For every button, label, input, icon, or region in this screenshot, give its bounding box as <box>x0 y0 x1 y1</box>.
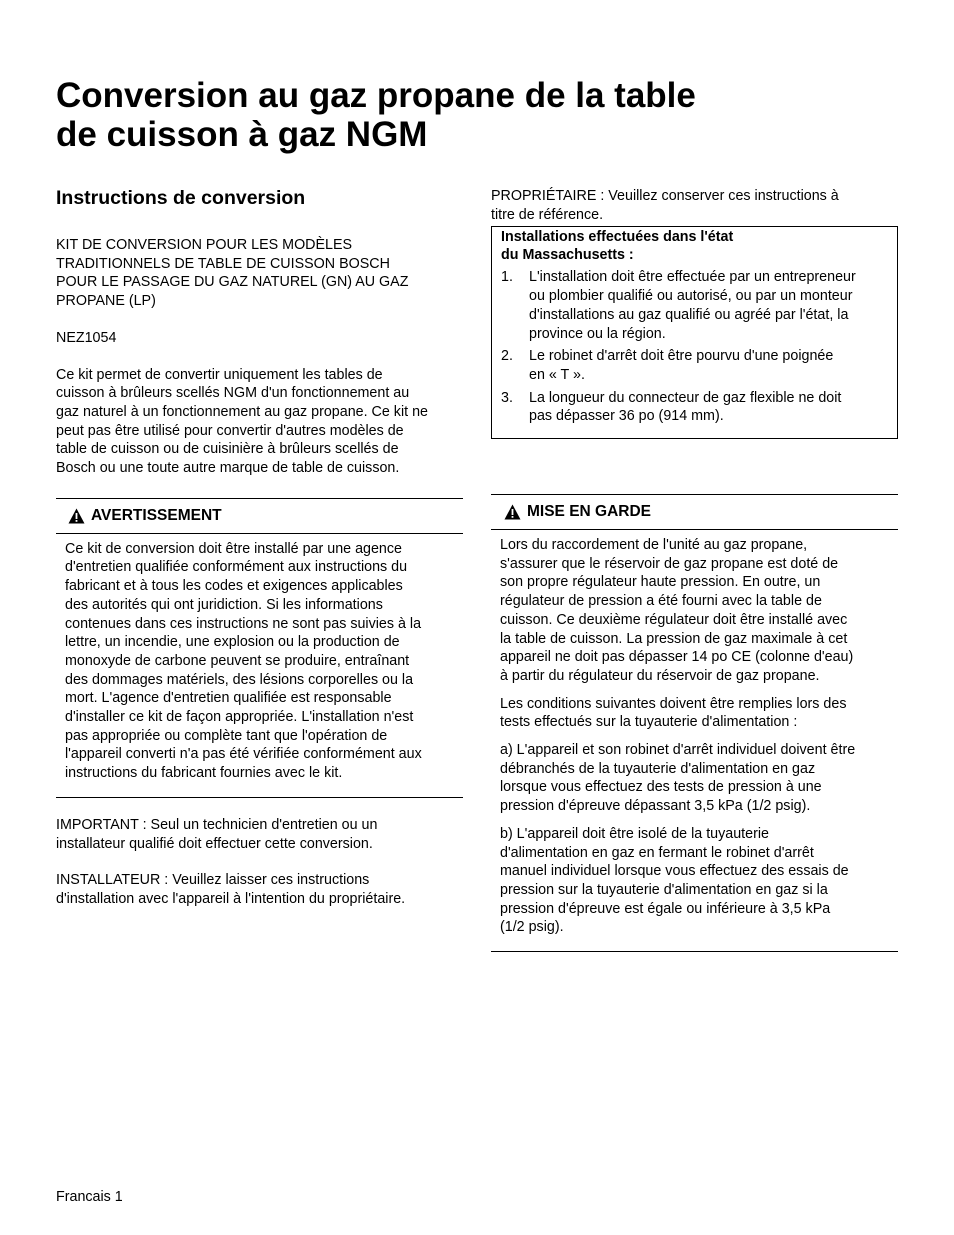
massachusetts-title-line: Installations effectuées dans l'état <box>501 229 734 246</box>
page-title-line-1: Conversion au gaz propane de la table <box>56 76 696 115</box>
list-item-line: en « T ». <box>529 366 585 383</box>
caution-line: cuisson. Ce deuxième régulateur doit être installé avec <box>500 611 848 628</box>
description-line: cuisson à brûleurs scellés NGM d'un fonctionnement au <box>56 385 410 402</box>
owner-note <box>491 187 898 224</box>
important-line: installateur qualifié doit effectuer cette conversion. <box>56 835 373 852</box>
caution-body <box>491 530 898 951</box>
caution-line: (1/2 psig). <box>500 919 564 936</box>
list-item-text <box>529 347 833 384</box>
warning-line: d'entretien qualifiée conformément aux instructions du <box>65 559 408 576</box>
kit-description <box>56 366 463 478</box>
caution-line: Lors du raccordement de l'unité au gaz propane, <box>500 537 808 554</box>
caution-paragraph <box>500 741 889 816</box>
warning-line: contenues dans ces instructions ne sont pas suivies à la <box>65 615 422 632</box>
caution-paragraph <box>500 825 889 937</box>
caution-line: à partir du régulateur du réservoir de gaz propane. <box>500 667 820 684</box>
warning-triangle-icon <box>504 504 521 520</box>
kit-title-line: KIT DE CONVERSION POUR LES MODÈLES <box>56 237 353 253</box>
caution-line: b) L'appareil doit être isolé de la tuyauterie <box>500 825 769 842</box>
description-line: table de cuisson ou de cuisinière à brûleurs scellés de <box>56 441 399 458</box>
owner-line: PROPRIÉTAIRE : Veuillez conserver ces instructions à <box>491 188 839 204</box>
list-item-line: Le robinet d'arrêt doit être pourvu d'une poignée <box>529 348 834 365</box>
warning-line: pas appropriée ou complète tant que l'opération de <box>65 727 388 744</box>
warning-line: mort. L'agence d'entretien qualifiée est responsable <box>65 690 392 707</box>
massachusetts-list <box>501 268 887 426</box>
important-note <box>56 816 463 853</box>
model-number: NEZ1054 <box>56 329 117 346</box>
warning-triangle-icon <box>68 508 85 524</box>
warning-line: Ce kit de conversion doit être installé par une agence <box>65 540 402 557</box>
caution-line: régulateur de pression a été fourni avec la table de <box>500 593 822 610</box>
list-item-line: pas dépasser 36 po (914 mm). <box>529 408 724 425</box>
list-item <box>501 347 887 384</box>
caution-line: tests effectués sur la tuyauterie d'alimentation : <box>500 714 798 731</box>
caution-line: la table de cuisson. La pression de gaz maximale à cet <box>500 630 848 647</box>
description-line: Ce kit permet de convertir uniquement les tables de <box>56 366 383 383</box>
list-item-line: province ou la région. <box>529 325 666 342</box>
caution-box <box>491 494 898 952</box>
warning-line: des autorités qui ont juridiction. Si les informations <box>65 596 383 613</box>
list-item <box>501 389 887 426</box>
description-line: gaz naturel à un fonctionnement au gaz propane. Ce kit ne <box>56 403 428 420</box>
list-item-number: 2. <box>501 348 513 365</box>
warning-line: instructions du fabricant fournies avec le kit. <box>65 765 343 782</box>
kit-title <box>56 236 463 311</box>
caution-line: Les conditions suivantes doivent être remplies lors des <box>500 695 847 712</box>
warning-line: monoxyde de carbone peuvent se produire, entraînant <box>65 652 410 669</box>
owner-line: titre de référence. <box>491 206 604 223</box>
warning-line: des dommages matériels, des lésions corporelles ou la <box>65 671 414 688</box>
kit-title-line: PROPANE (LP) <box>56 293 156 310</box>
caution-line: son propre régulateur haute pression. En outre, un <box>500 574 821 591</box>
caution-line: manuel individuel lorsque vous effectuez des essais de <box>500 863 849 880</box>
page-title-line-2: de cuisson à gaz NGM <box>56 115 428 154</box>
list-item-text <box>529 268 856 343</box>
massachusetts-title <box>501 228 887 264</box>
caution-line: s'assurer que le réservoir de gaz propane est doté de <box>500 555 839 572</box>
caution-line: débranchés de la tuyauterie d'alimentation en gaz <box>500 760 816 777</box>
list-item-line: d'installations au gaz qualifié ou agréé par l'état, la <box>529 306 849 323</box>
section-heading: Instructions de conversion <box>56 187 306 209</box>
caution-paragraph <box>500 695 889 732</box>
massachusetts-box <box>491 226 898 439</box>
list-item-number: 1. <box>501 269 513 286</box>
list-item-number: 3. <box>501 389 513 406</box>
page-footer: Francais 1 <box>56 1189 123 1205</box>
caution-label: MISE EN GARDE <box>527 503 652 521</box>
warning-line: d'installer ce kit de façon appropriée. L'installation n'est <box>65 709 414 726</box>
warning-line: fabricant et à tous les codes et exigences applicables <box>65 578 403 595</box>
caution-line: appareil ne doit pas dépasser 14 po CE (colonne d'eau) <box>500 649 854 666</box>
warning-box <box>56 498 463 798</box>
kit-title-line: TRADITIONNELS DE TABLE DE CUISSON BOSCH <box>56 255 390 272</box>
left-column <box>56 186 463 909</box>
kit-title-line: POUR LE PASSAGE DU GAZ NATUREL (GN) AU GAZ <box>56 274 409 291</box>
caution-line: d'alimentation en gaz en fermant le robinet d'arrêt <box>500 844 814 861</box>
page-title <box>56 76 816 154</box>
caution-line: pression d'épreuve dépassant 3,5 kPa (1/2 psig). <box>500 798 811 815</box>
massachusetts-title-line: du Massachusetts : <box>501 247 634 264</box>
installer-line: d'installation avec l'appareil à l'intention du propriétaire. <box>56 890 406 907</box>
list-item-line: La longueur du connecteur de gaz flexible ne doit <box>529 389 842 406</box>
installer-note <box>56 871 463 908</box>
caution-line: pression d'épreuve est égale ou inférieure à 3,5 kPa <box>500 900 831 917</box>
caution-paragraph <box>500 536 889 686</box>
warning-body <box>56 534 463 797</box>
list-item-line: ou plombier qualifié ou autorisé, ou par un monteur <box>529 288 853 305</box>
installer-line: INSTALLATEUR : Veuillez laisser ces instructions <box>56 872 370 889</box>
caution-header <box>491 495 898 530</box>
description-line: peut pas être utilisé pour convertir d'autres modèles de <box>56 422 404 439</box>
list-item <box>501 268 887 343</box>
description-line: Bosch ou une toute autre marque de table de cuisson. <box>56 460 400 477</box>
warning-text <box>65 540 454 783</box>
warning-label: AVERTISSEMENT <box>91 506 222 524</box>
right-column <box>491 187 898 952</box>
caution-line: lorsque vous effectuez des tests de pression à une <box>500 779 822 796</box>
list-item-text <box>529 389 841 426</box>
warning-header <box>56 499 463 534</box>
caution-line: a) L'appareil et son robinet d'arrêt individuel doivent être <box>500 742 856 759</box>
warning-line: lettre, un incendie, une explosion ou la production de <box>65 634 400 651</box>
caution-line: pression sur la tuyauterie d'alimentation en gaz si la <box>500 881 828 898</box>
important-line: IMPORTANT : Seul un technicien d'entretien ou un <box>56 816 378 833</box>
list-item-line: L'installation doit être effectuée par un entrepreneur <box>529 269 856 286</box>
warning-line: l'appareil converti n'a pas été vérifiée conformément aux <box>65 746 422 763</box>
